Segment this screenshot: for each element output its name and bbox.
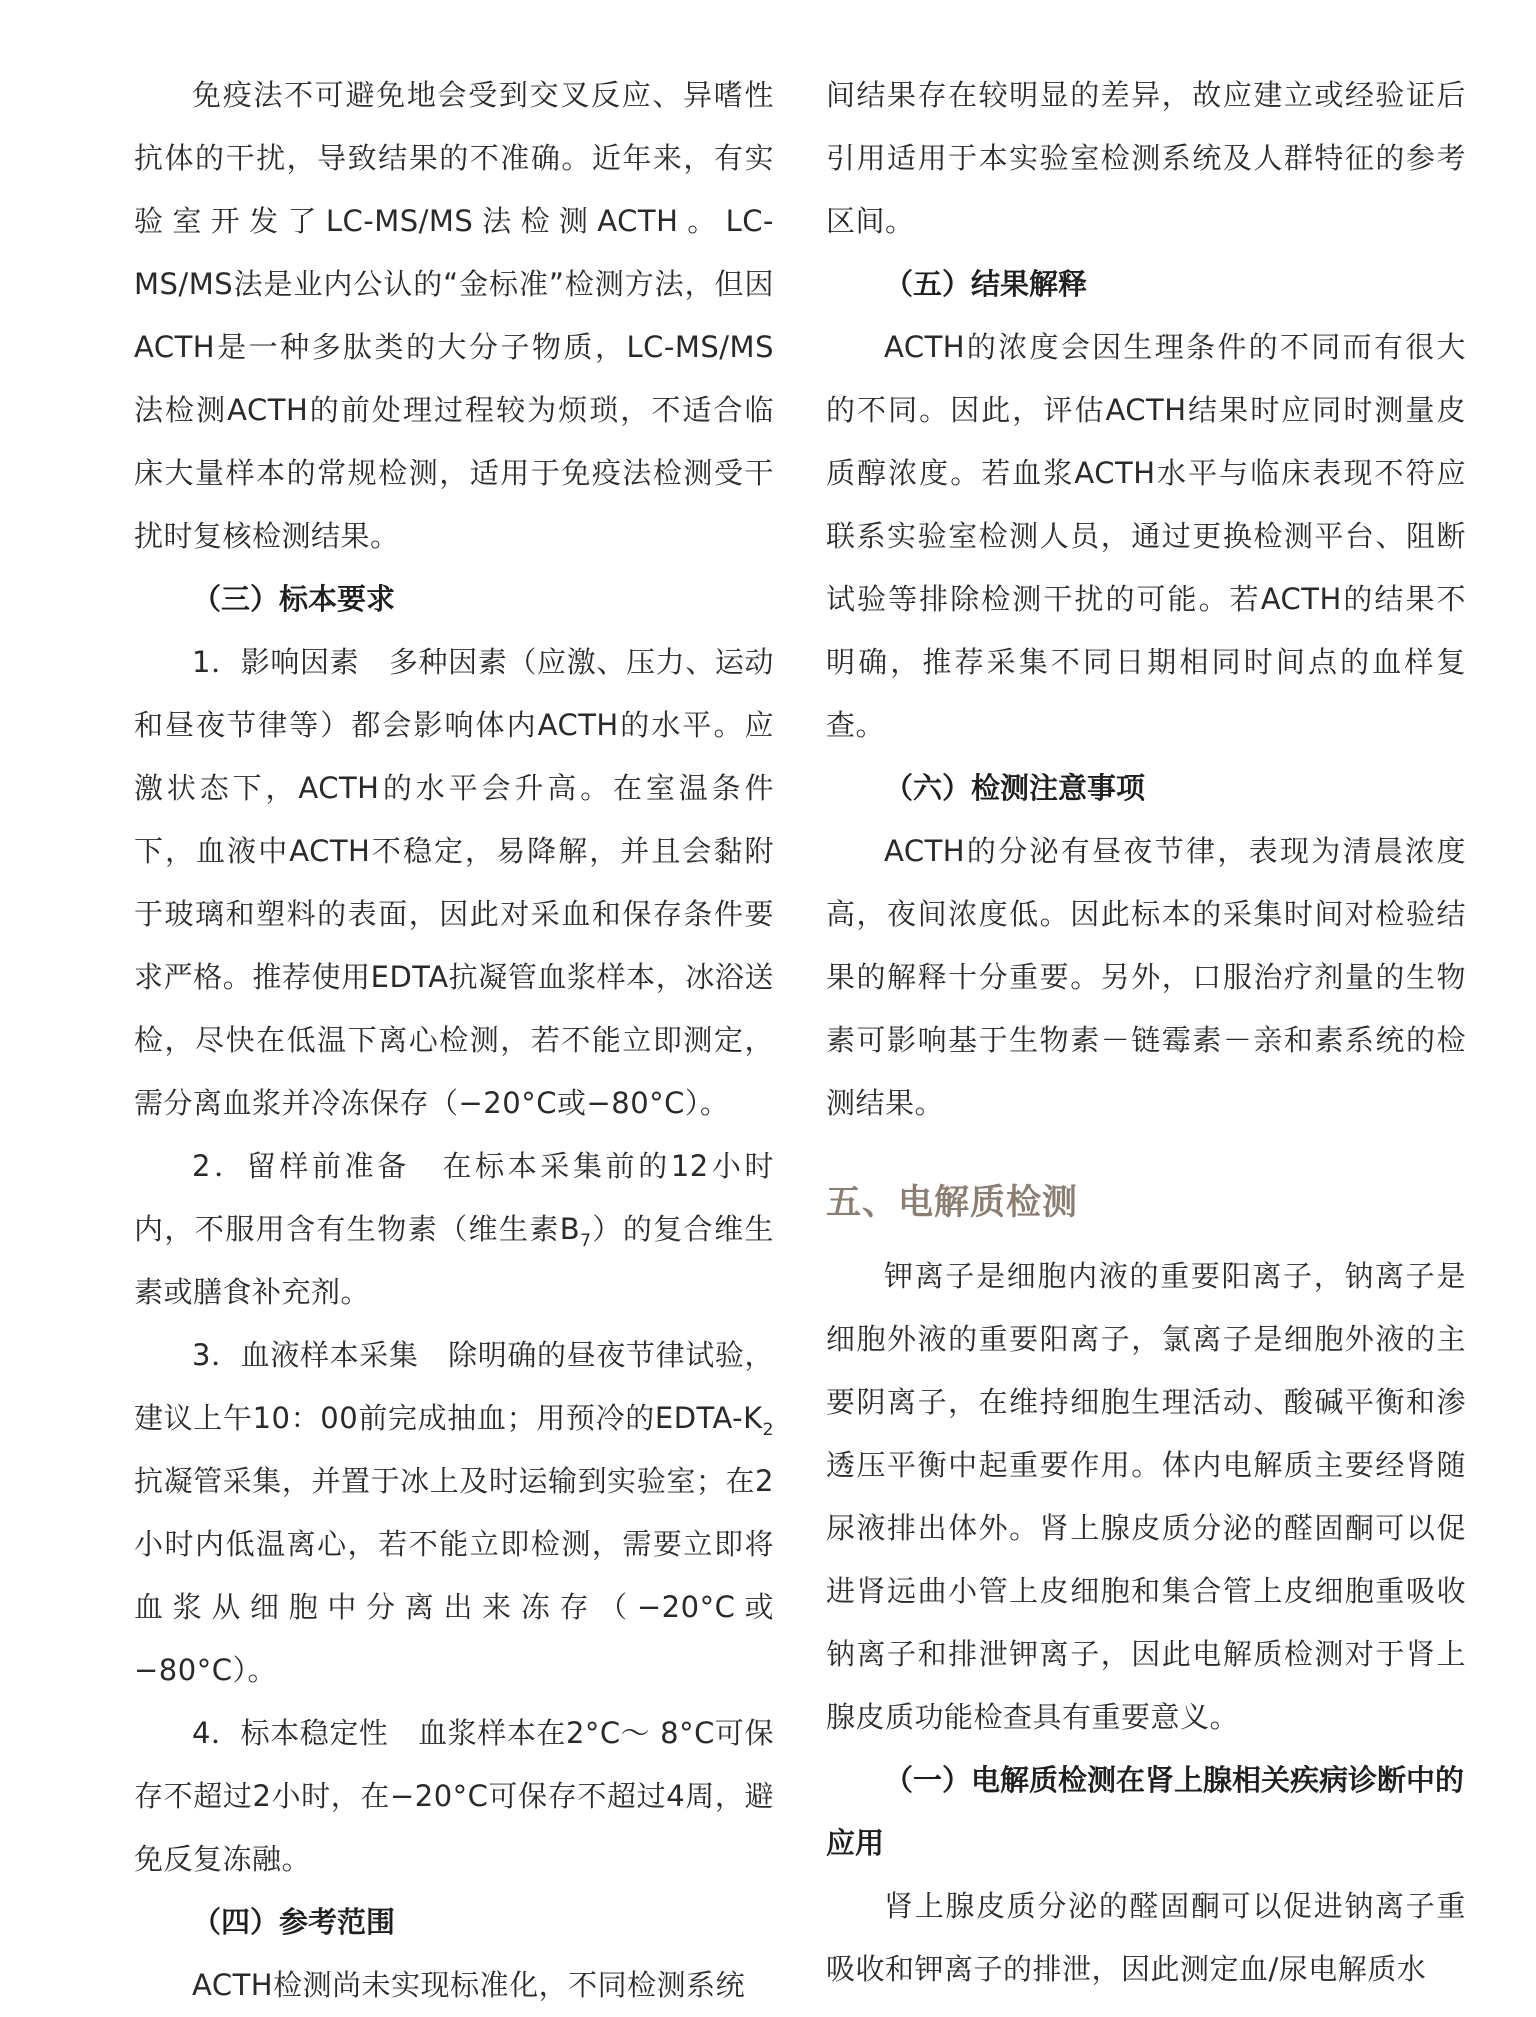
heading-testing-notes: （六）检测注意事项 (884, 771, 1146, 805)
heading-electrolyte-application: （一）电解质检测在肾上腺相关疾病诊断中的应用 (826, 1763, 1465, 1860)
paragraph-result-interpretation: ACTH的浓度会因生理条件的不同而有很大的不同。因此，评估ACTH结果时应同时测量皮质醇浓度。若血浆ACTH水平与临床表现不符应联系实验室检测人员，通过更换检测平台、阻断试验等排除检测干扰的可能。若ACTH的结果不明确，推荐采集不同日期相同时间点的血样复查。 (826, 330, 1466, 742)
collect-text-a: 3．血液样本采集 除明确的昼夜节律试验，建议上午10：00前完成抽血；用预冷的EDTA-K (134, 1338, 774, 1435)
heading-result-interpretation: （五）结果解释 (884, 267, 1088, 301)
collect-subscript: 2 (762, 1419, 774, 1440)
heading-sample-requirements: （三）标本要求 (192, 582, 396, 616)
paragraph-reference-range-cont: 间结果存在较明显的差异，故应建立或经验证后引用适用于本实验室检测系统及人群特征的参考区间。 (826, 78, 1466, 238)
right-column (826, 64, 1466, 2001)
paragraph-immunoassay-intro: 免疫法不可避免地会受到交叉反应、异嗜性抗体的干扰，导致结果的不准确。近年来，有实验室开发了LC-MS/MS法检测ACTH。LC-MS/MS法是业内公认的“金标准”检测方法，但因ACTH是一种多肽类的大分子物质，LC-MS/MS法检测ACTH的前处理过程较为烦琐，不适合临床大量样本的常规检测，适用于免疫法检测受干扰时复核检测结果。 (134, 78, 774, 553)
paragraph-influencing-factors: 1．影响因素 多种因素（应激、压力、运动和昼夜节律等）都会影响体内ACTH的水平。应激状态下，ACTH的水平会升高。在室温条件下，血液中ACTH不稳定，易降解，并且会黏附于玻璃和塑料的表面，因此对采血和保存条件要求严格。推荐使用EDTA抗凝管血浆样本，冰浴送检，尽快在低温下离心检测，若不能立即测定，需分离血浆并冷冻保存（−20°C或−80°C）。 (134, 645, 774, 1120)
paragraph-pre-sampling-preparation (134, 1135, 774, 1324)
paragraph-blood-collection (134, 1324, 774, 1702)
paragraph-electrolyte-application: 肾上腺皮质分泌的醛固酮可以促进钠离子重吸收和钾离子的排泄，因此测定血/尿电解质水 (826, 1889, 1466, 1986)
prep-text-b: ）的复合维生素或膳食补充剂。 (134, 1212, 774, 1309)
paragraph-electrolyte-intro: 钾离子是细胞内液的重要阳离子，钠离子是细胞外液的重要阳离子，氯离子是细胞外液的主要阴离子，在维持细胞生理活动、酸碱平衡和渗透压平衡中起重要作用。体内电解质主要经肾随尿液排出体外。肾上腺皮质分泌的醛固酮可以促进肾远曲小管上皮细胞和集合管上皮细胞重吸收钠离子和排泄钾离子，因此电解质检测对于肾上腺皮质功能检查具有重要意义。 (826, 1259, 1466, 1734)
section-heading-electrolyte: 五、电解质检测 (826, 1182, 1079, 1223)
prep-subscript: 7 (580, 1230, 592, 1251)
prep-text-a: 2．留样前准备 在标本采集前的12小时内，不服用含有生物素（维生素B (134, 1149, 774, 1246)
heading-reference-range: （四）参考范围 (192, 1905, 396, 1939)
paragraph-sample-stability: 4．标本稳定性 血浆样本在2°C～ 8°C可保存不超过2小时，在−20°C可保存不超过4周，避免反复冻融。 (134, 1716, 774, 1876)
collect-text-b: 抗凝管采集，并置于冰上及时运输到实验室；在2小时内低温离心，若不能立即检测，需要立即将血浆从细胞中分离出来冻存（−20°C或−80°C）。 (134, 1464, 774, 1687)
paragraph-testing-notes: ACTH的分泌有昼夜节律，表现为清晨浓度高，夜间浓度低。因此标本的采集时间对检验结果的解释十分重要。另外，口服治疗剂量的生物素可影响基于生物素－链霉素－亲和素系统的检测结果。 (826, 834, 1466, 1120)
left-column (134, 64, 774, 2017)
paragraph-reference-range: ACTH检测尚未实现标准化，不同检测系统 (192, 1968, 746, 2002)
